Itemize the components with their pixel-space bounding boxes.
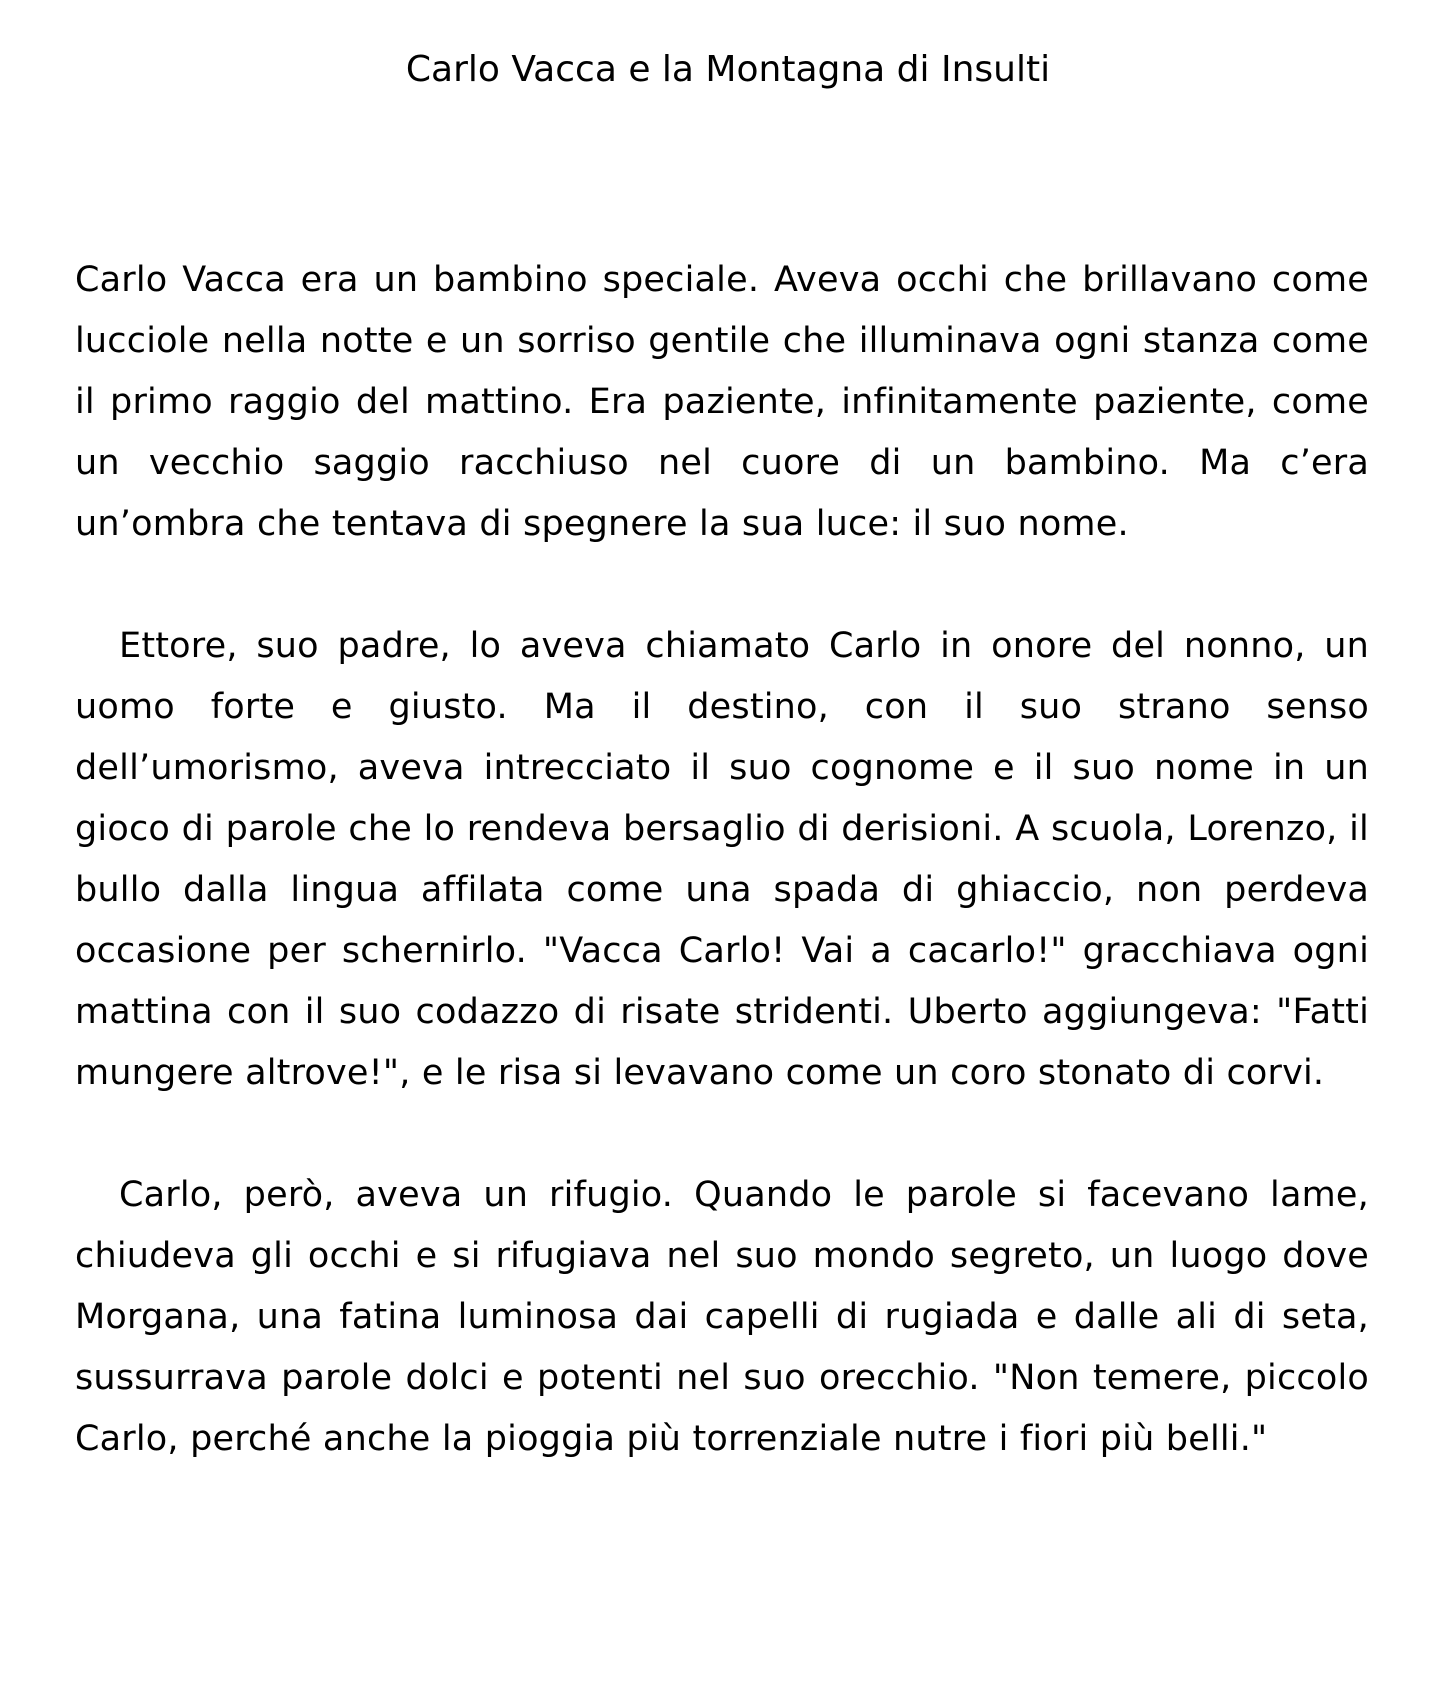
paragraph-3: Carlo, però, aveva un rifugio. Quando le parole si facevano lame, chiudeva gli occhi e si rifugiava nel suo mondo segreto, un luogo dove Morgana, una fatina luminosa dai capelli di rugiada e dalle ali di seta, sussurrava parole dolci e potenti nel suo orecchio. "Non temere, piccolo Carlo, perché anche la pioggia più torrenziale nutre i fiori più belli." [75,1175,1369,1459]
document-title: Carlo Vacca e la Montagna di Insulti [405,49,1051,90]
paragraph-2: Ettore, suo padre, lo aveva chiamato Carlo in onore del nonno, un uomo forte e giusto. Ma il destino, con il suo strano senso dell’umorismo, aveva intrecciato il suo cognome e il suo nome in un gioco di parole che lo rendeva bersaglio di derisioni. A scuola, Lorenzo, il bullo dalla lingua affilata come una spada di ghiaccio, non perdeva occasione per schernirlo. "Vacca Carlo! Vai a cacarlo!" gracchiava ogni mattina con il suo codazzo di risate stridenti. Uberto aggiungeva: "Fatti mungere altrove!", e le risa si levavano come un coro stonato di corvi. [75,626,1369,1093]
paragraph-1: Carlo Vacca era un bambino speciale. Aveva occhi che brillavano come lucciole nella notte e un sorriso gentile che illuminava ogni stanza come il primo raggio del mattino. Era paziente, infinitamente paziente, come un vecchio saggio racchiuso nel cuore di un bambino. Ma c’era un’ombra che tentava di spegnere la sua luce: il suo nome. [75,260,1369,544]
document-body [75,250,1369,1531]
